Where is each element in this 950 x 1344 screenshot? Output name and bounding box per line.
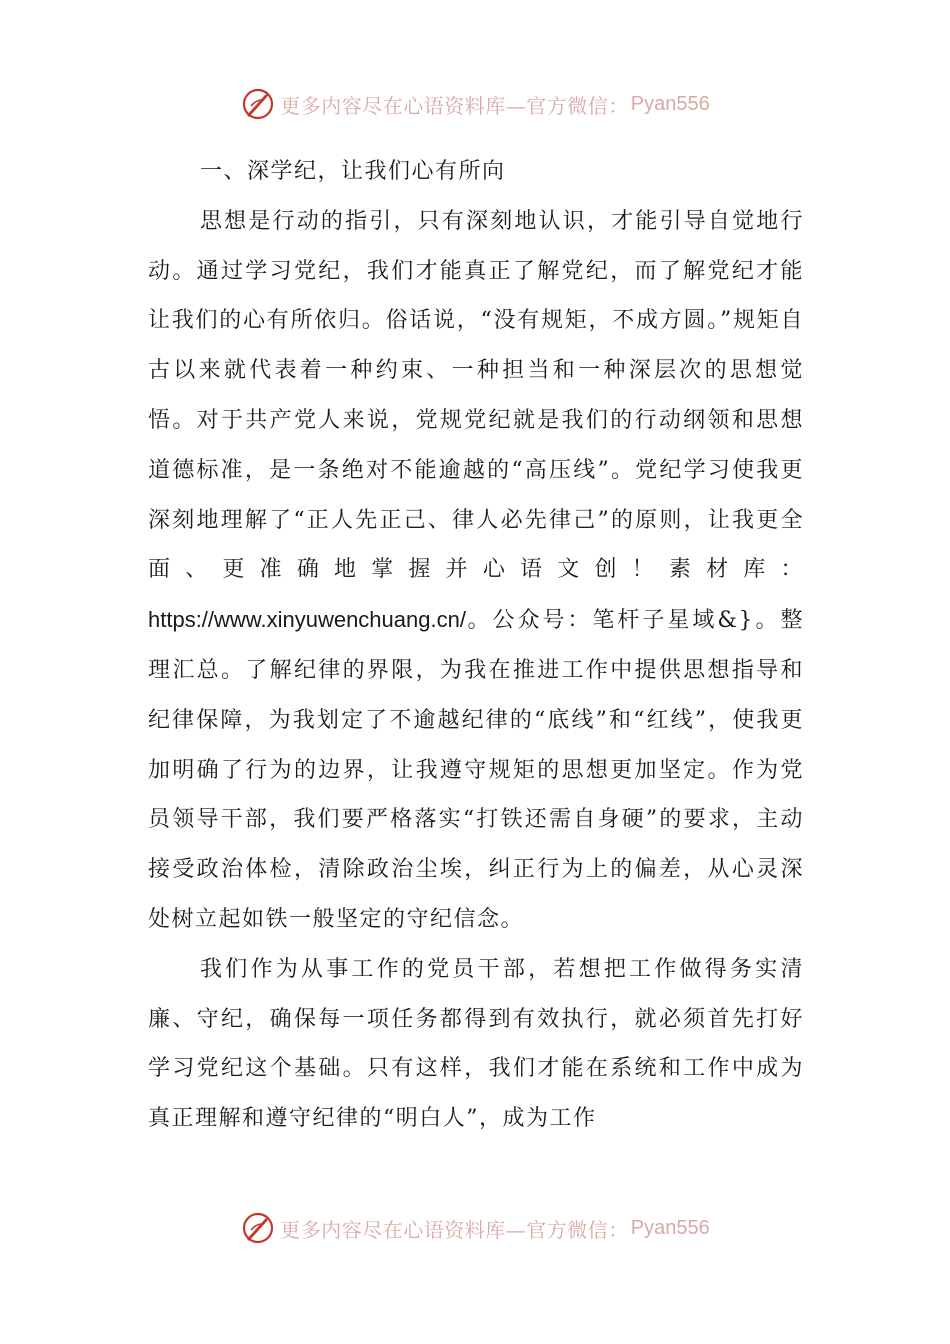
- source-url: https://www.xinyuwenchuang.cn/: [148, 607, 466, 633]
- quill-pen-logo-icon: [240, 1210, 276, 1246]
- section-heading: 一、深学纪，让我们心有所向: [200, 159, 506, 184]
- banner-text: 更多内容尽在心语资料库—官方微信：: [280, 93, 629, 118]
- paragraph-1-text: 思想是行动的指引，只有深刻地认识，才能引导自觉地行动。通过学习党纪，我们才能真正了解党纪，而了解党纪才能让我们的心有所依归。俗话说，“没有规矩，不成方圆。”规矩自古以来就代表着一种约束、一种担当和一种深层次的思想觉悟。对于共产党人来说，党规党纪就是我们的行动纲领和思想道德标准，是一条绝对不能逾越的“高压线”。党纪学习使我更深刻地理解了“正人先正己、律人必先律己”的原则，让我更全面、更准确地掌握并心语文创！素材库：: [148, 208, 804, 583]
- paragraph-2: 我们作为从事工作的党员干部，若想把工作做得务实清廉、守纪，确保每一项任务都得到有效执行，就必须首先打好学习党纪这个基础。只有这样，我们才能在系统和工作中成为真正理解和遵守纪律的“明白人”，成为工作: [148, 956, 804, 1132]
- paragraph-1-text-cont: 。公众号：笔杆子星域&}。整理汇总。了解纪律的界限，为我在推进工作中提供思想指导和纪律保障，为我划定了不逾越纪律的“底线”和“红线”，使我更加明确了行为的边界，让我遵守规矩的思想更加坚定。作为党员领导干部，我们要严格落实“打铁还需自身硬”的要求，主动接受政治体检，清除政治尘埃，纠正行为上的偏差，从心灵深处树立起如铁一般坚定的守纪信念。: [148, 608, 804, 932]
- footer-watermark-banner: [0, 1208, 950, 1248]
- header-watermark-banner: [0, 84, 950, 124]
- banner-wechat-id: Pyan556: [630, 1216, 710, 1239]
- quill-pen-logo-icon: [240, 86, 276, 122]
- banner-wechat-id: Pyan556: [630, 92, 710, 115]
- document-body: [148, 147, 804, 1144]
- paragraph-1: [148, 197, 804, 945]
- banner-text: 更多内容尽在心语资料库—官方微信：: [280, 1217, 629, 1242]
